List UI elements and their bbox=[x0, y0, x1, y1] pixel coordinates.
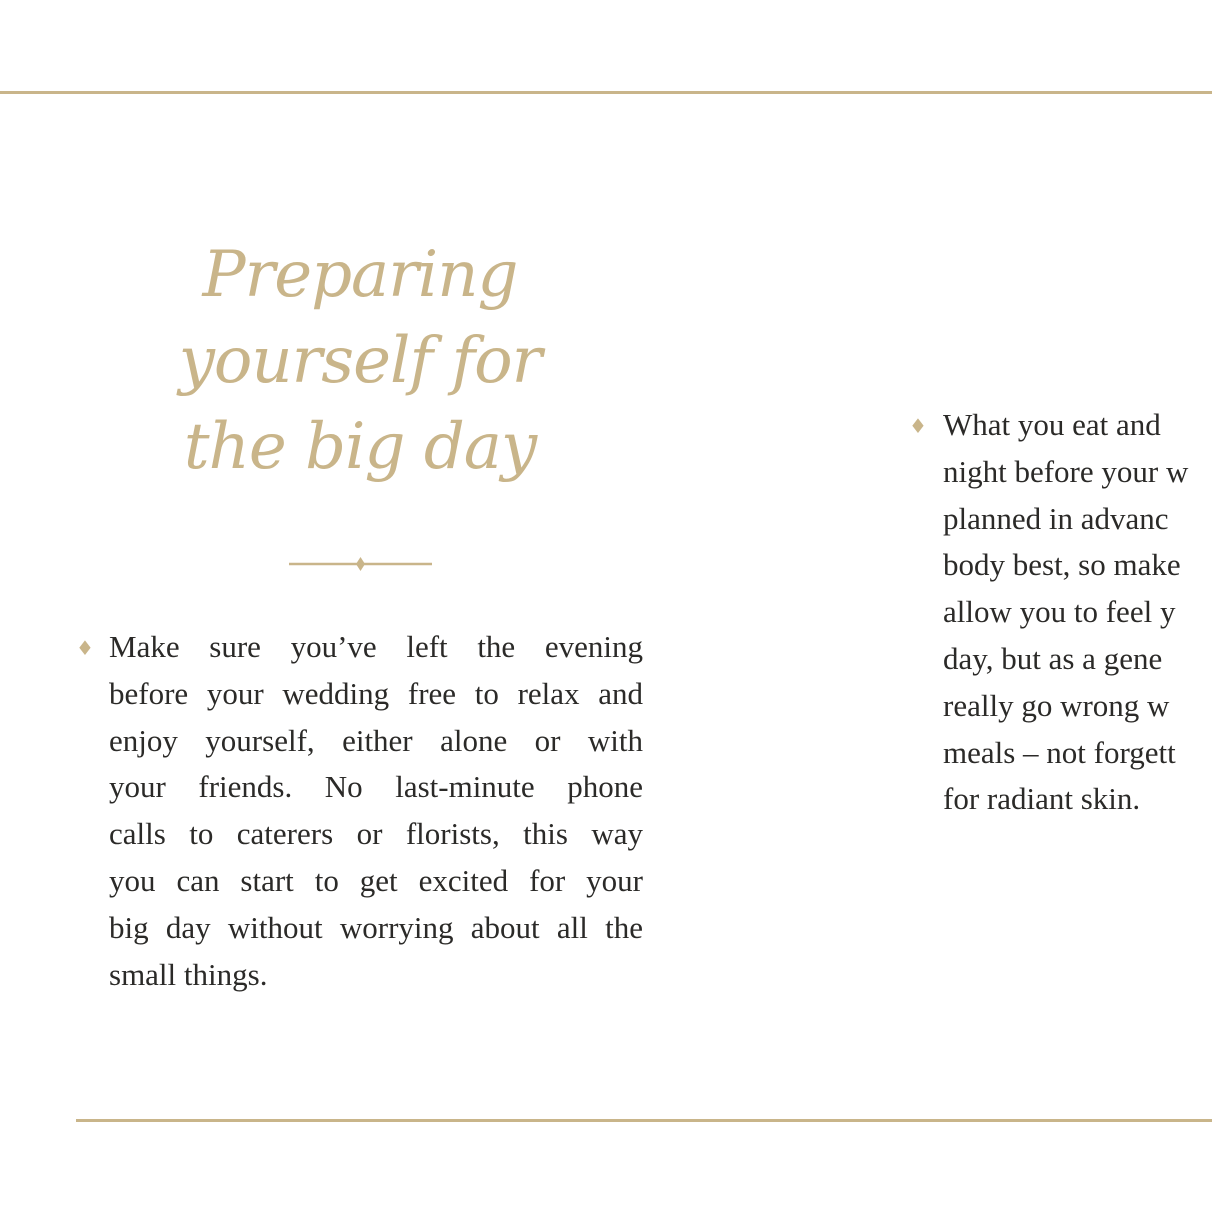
right-line-7: really go wrong w bbox=[943, 687, 1170, 723]
title-line-3: the big day bbox=[183, 410, 537, 484]
left-line-3: enjoy yourself, either alone or with bbox=[109, 722, 643, 758]
right-line-4: body best, so make bbox=[943, 547, 1181, 583]
left-line-1: Make sure you’ve left the evening bbox=[109, 629, 643, 664]
diamond-divider-icon bbox=[289, 552, 432, 576]
left-line-6: you can start to get excited for your bbox=[109, 862, 643, 898]
right-line-3: planned in advanc bbox=[943, 500, 1169, 536]
right-line-9: for radiant skin. bbox=[943, 781, 1141, 817]
right-line-6: day, but as a gene bbox=[943, 640, 1163, 676]
left-line-4: your friends. No last-minute phone bbox=[109, 769, 643, 805]
left-paragraph bbox=[109, 624, 643, 998]
right-line-2: night before your w bbox=[943, 453, 1189, 489]
diamond-bullet-icon: ♦ bbox=[76, 636, 94, 660]
right-line-1: What you eat and bbox=[943, 407, 1161, 442]
right-line-8: meals – not forgett bbox=[943, 734, 1176, 770]
right-line-5: allow you to feel y bbox=[943, 594, 1176, 630]
right-paragraph bbox=[943, 402, 1212, 823]
bottom-rule bbox=[76, 1119, 1212, 1122]
right-column-clip bbox=[943, 0, 1212, 1212]
title-line-1: Preparing bbox=[202, 238, 518, 312]
left-line-2: before your wedding free to relax and bbox=[109, 675, 643, 711]
left-line-5: calls to caterers or florists, this way bbox=[109, 816, 643, 852]
title-line-2: yourself for bbox=[178, 324, 542, 398]
section-title bbox=[150, 232, 570, 490]
left-line-7: big day without worrying about all the bbox=[109, 909, 643, 945]
diamond-bullet-icon: ♦ bbox=[909, 414, 927, 438]
left-line-8: small things. bbox=[109, 956, 268, 992]
